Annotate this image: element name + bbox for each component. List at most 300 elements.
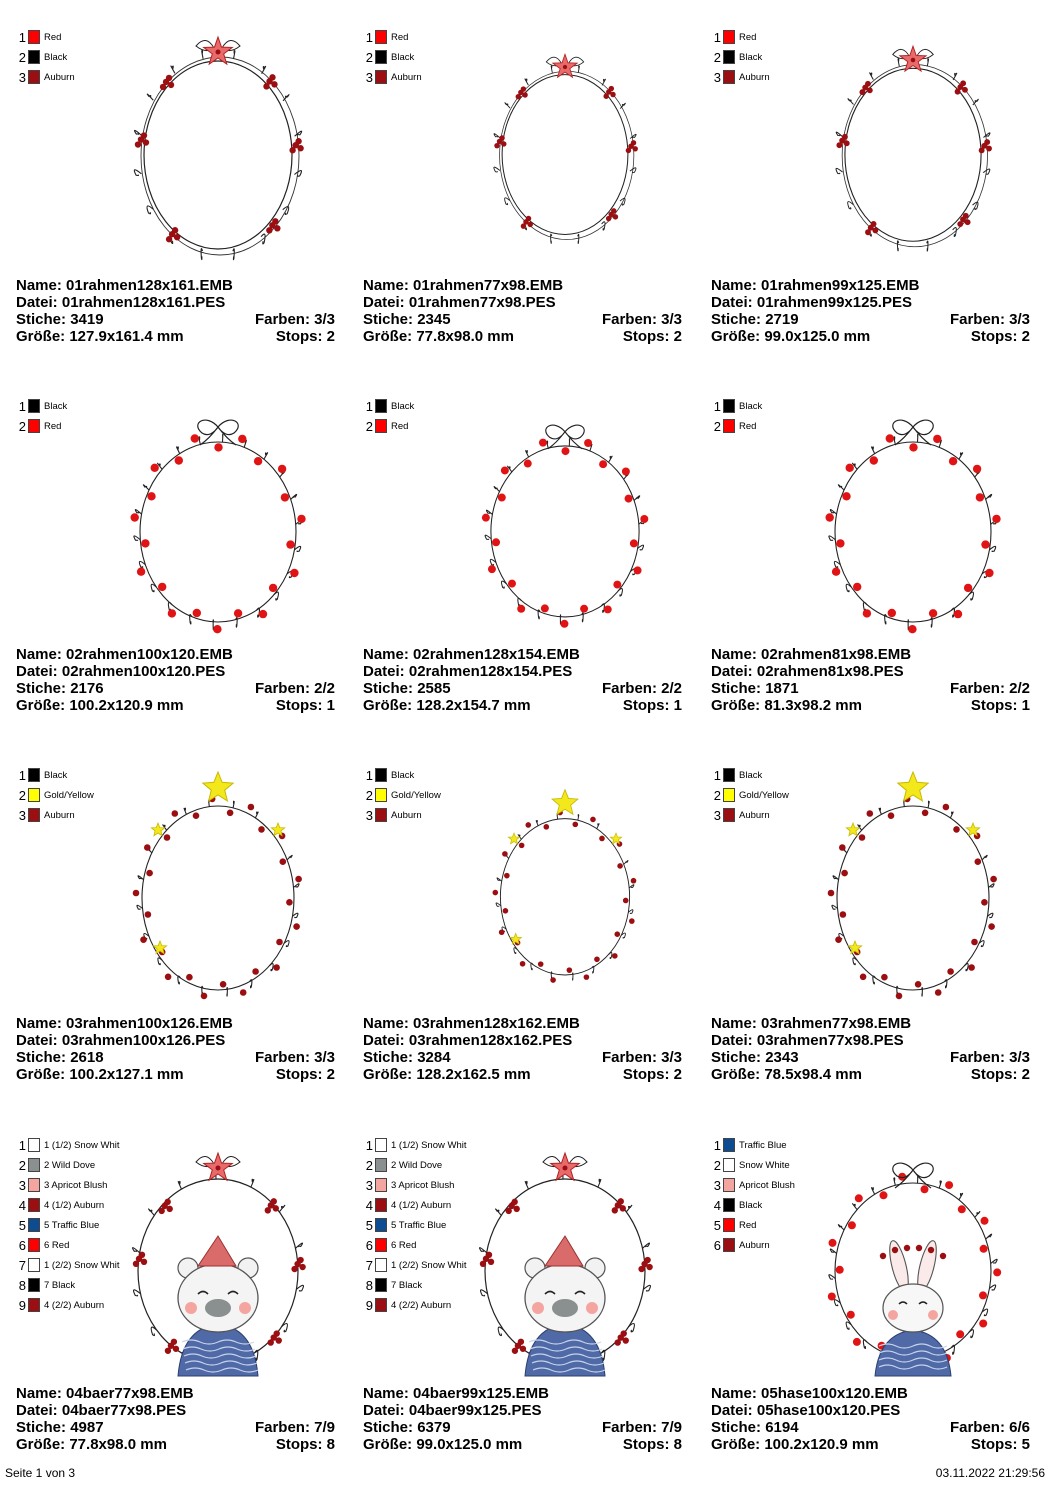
design-card xyxy=(8,768,343,1137)
vine-curl xyxy=(853,1204,858,1210)
file-label: Datei: xyxy=(363,663,405,680)
color-number: 1 xyxy=(361,31,373,45)
berry xyxy=(609,86,614,91)
design-card xyxy=(703,30,1038,399)
vine-curl xyxy=(262,66,266,73)
berry-garland xyxy=(892,1247,898,1253)
berry xyxy=(273,1205,279,1211)
file-label: Datei: xyxy=(711,1402,753,1419)
color-name: Apricot Blush xyxy=(739,1181,795,1191)
color-number: 1 xyxy=(361,400,373,414)
color-swatch xyxy=(723,1238,735,1252)
stops-count xyxy=(971,328,1030,345)
berry xyxy=(526,216,531,221)
berry xyxy=(517,605,525,613)
berry xyxy=(828,1293,836,1301)
berry xyxy=(171,1339,177,1345)
vine-curl xyxy=(969,592,974,600)
berry xyxy=(841,870,848,877)
name-label: Name: xyxy=(363,646,409,663)
stops-value: 8 xyxy=(674,1436,682,1453)
color-row xyxy=(709,1138,829,1158)
berry xyxy=(259,610,267,618)
name-label: Name: xyxy=(16,1015,62,1032)
size-line xyxy=(363,328,682,345)
bow-wreath-icon xyxy=(813,399,1013,639)
color-row xyxy=(709,30,829,50)
bear-head xyxy=(525,1264,605,1332)
vine-curl xyxy=(291,494,297,499)
color-number: 3 xyxy=(14,1179,26,1193)
party-hat xyxy=(198,1236,236,1266)
stops-value: 2 xyxy=(327,328,335,345)
color-swatch xyxy=(28,1238,40,1252)
name-line xyxy=(711,646,1030,663)
stitches-label: Stiche: xyxy=(363,311,413,328)
design-file: 03rahmen128x162.PES xyxy=(409,1032,572,1049)
vine-curl xyxy=(879,808,881,814)
berry xyxy=(867,810,874,817)
vine-curl xyxy=(137,905,143,909)
berry xyxy=(867,87,873,93)
design-card xyxy=(703,1138,1038,1507)
color-swatch xyxy=(375,768,387,782)
name-line xyxy=(363,646,682,663)
color-name: 5 Traffic Blue xyxy=(391,1221,446,1231)
berry xyxy=(248,804,255,811)
color-name: Gold/Yellow xyxy=(391,791,441,801)
berry xyxy=(269,74,275,80)
vine-curl xyxy=(135,130,142,135)
berry xyxy=(949,457,957,465)
color-name: Black xyxy=(739,402,762,412)
design-name: 03rahmen128x162.EMB xyxy=(413,1015,580,1032)
file-label: Datei: xyxy=(711,663,753,680)
name-line xyxy=(711,1385,1030,1402)
color-name: Traffic Blue xyxy=(739,1141,787,1151)
design-info xyxy=(16,277,335,345)
color-number: 1 xyxy=(14,31,26,45)
colors-value: 3/3 xyxy=(314,1049,335,1066)
color-row xyxy=(14,1238,134,1258)
vine-curl xyxy=(236,618,237,628)
color-swatch xyxy=(28,1218,40,1232)
color-row xyxy=(709,1178,829,1198)
stops-value: 2 xyxy=(1022,328,1030,345)
color-name: Black xyxy=(44,771,67,781)
stitches-line xyxy=(711,1049,1030,1066)
berry xyxy=(881,974,888,981)
color-name: Auburn xyxy=(739,73,770,83)
motif-group xyxy=(133,1153,306,1376)
colors-count xyxy=(602,1049,682,1066)
color-number: 4 xyxy=(14,1199,26,1213)
vine-curl xyxy=(536,820,538,825)
berry xyxy=(234,609,242,617)
design-name: 01rahmen128x161.EMB xyxy=(66,277,233,294)
colors-label: Farben: xyxy=(255,1419,310,1436)
berry xyxy=(160,84,166,90)
berry xyxy=(646,1264,652,1270)
berry xyxy=(166,236,172,242)
berry xyxy=(855,1194,863,1202)
name-label: Name: xyxy=(711,646,757,663)
berry xyxy=(494,143,499,148)
vine-curl xyxy=(927,59,928,67)
name-line xyxy=(16,1015,335,1032)
stitches-label: Stiche: xyxy=(711,1049,761,1066)
berry xyxy=(173,1346,179,1352)
vine-curl xyxy=(551,66,552,73)
berry xyxy=(293,923,300,930)
vine-curl xyxy=(838,1225,844,1230)
berry xyxy=(174,234,180,240)
vine-curl xyxy=(629,885,634,888)
color-swatch xyxy=(723,1178,735,1192)
bear-wreath-icon xyxy=(118,1138,318,1378)
berry xyxy=(957,221,963,227)
vine-curl xyxy=(953,73,957,80)
berry xyxy=(973,465,981,473)
berry xyxy=(133,1261,139,1267)
colors-value: 3/3 xyxy=(314,311,335,328)
berry xyxy=(518,1339,524,1345)
name-label: Name: xyxy=(711,277,757,294)
vine-curl xyxy=(497,878,502,881)
berry xyxy=(274,225,280,231)
berry xyxy=(291,1266,297,1272)
berry xyxy=(220,981,227,988)
berry xyxy=(618,1198,624,1204)
berry xyxy=(981,899,988,906)
color-swatch xyxy=(375,1258,387,1272)
vine-curl xyxy=(496,903,501,906)
design-size: 77.8x98.0 mm xyxy=(69,1436,167,1453)
color-name: Auburn xyxy=(391,811,422,821)
colors-label: Farben: xyxy=(602,680,657,697)
color-name: Black xyxy=(739,53,762,63)
berry xyxy=(617,863,623,869)
color-palette xyxy=(361,768,481,828)
berry xyxy=(541,604,549,612)
berry xyxy=(953,826,960,833)
color-swatch xyxy=(375,1138,387,1152)
berry xyxy=(254,457,262,465)
design-size: 99.0x125.0 mm xyxy=(416,1436,522,1453)
stitch-count: 4987 xyxy=(70,1419,103,1436)
motif-group xyxy=(494,54,638,243)
berry xyxy=(193,609,201,617)
file-line xyxy=(16,663,335,680)
berry xyxy=(543,824,549,830)
berry xyxy=(612,953,618,959)
stitch-count: 6379 xyxy=(417,1419,450,1436)
color-swatch xyxy=(28,70,40,84)
vine-curl xyxy=(279,1205,285,1212)
color-swatch xyxy=(723,1158,735,1172)
vine-curl xyxy=(171,66,175,73)
size-line xyxy=(363,1436,682,1453)
colors-label: Farben: xyxy=(950,680,1005,697)
berry xyxy=(271,1198,277,1204)
size-label: Größe: xyxy=(711,1436,760,1453)
flower-center xyxy=(216,50,221,55)
bow-wreath-icon xyxy=(118,399,318,639)
color-number: 3 xyxy=(709,1179,721,1193)
berry xyxy=(880,1191,888,1199)
berry xyxy=(511,1199,517,1205)
color-row xyxy=(14,1198,134,1218)
berry xyxy=(865,229,871,235)
design-card xyxy=(355,1138,690,1507)
colors-count xyxy=(255,680,335,697)
color-name: 1 (1/2) Snow Whit xyxy=(391,1141,467,1151)
vine-curl xyxy=(147,94,153,100)
color-name: Black xyxy=(391,53,414,63)
berry xyxy=(943,804,950,811)
berry xyxy=(870,456,878,464)
design-info xyxy=(363,277,682,345)
berry xyxy=(954,610,962,618)
berry xyxy=(286,899,293,906)
stops-value: 5 xyxy=(1022,1436,1030,1453)
berry xyxy=(621,1330,627,1336)
vine-curl xyxy=(975,1212,980,1218)
berry xyxy=(603,93,608,98)
color-row xyxy=(14,1278,134,1298)
berry xyxy=(281,493,289,501)
colors-count xyxy=(255,1419,335,1436)
wreath-outline xyxy=(837,806,989,990)
colors-label: Farben: xyxy=(255,680,310,697)
stitch-count: 3419 xyxy=(70,311,103,328)
design-info xyxy=(363,1385,682,1453)
color-name: Black xyxy=(739,771,762,781)
vine-curl xyxy=(133,1248,140,1253)
berry xyxy=(979,1291,987,1299)
color-palette xyxy=(14,30,134,90)
color-swatch xyxy=(723,50,735,64)
berry-garland xyxy=(940,1253,946,1259)
berry xyxy=(945,1181,953,1189)
size-line xyxy=(363,697,682,714)
berry xyxy=(492,538,500,546)
design-info xyxy=(363,1015,682,1083)
color-number: 1 xyxy=(361,769,373,783)
color-name: 5 Traffic Blue xyxy=(44,1221,99,1231)
vine-curl xyxy=(626,1205,632,1212)
stitches-line xyxy=(16,311,335,328)
berry xyxy=(980,1245,988,1253)
berry xyxy=(158,1208,164,1214)
color-swatch xyxy=(723,70,735,84)
vine-curl xyxy=(494,134,500,138)
stops-label: Stops: xyxy=(971,1436,1018,1453)
stops-count xyxy=(623,697,682,714)
file-label: Datei: xyxy=(16,1032,58,1049)
design-info xyxy=(711,1385,1030,1453)
motif-group xyxy=(133,772,302,999)
color-number: 1 xyxy=(709,769,721,783)
vine-curl xyxy=(184,808,186,814)
stitch-count: 2719 xyxy=(765,311,798,328)
berry xyxy=(990,876,997,883)
colors-count xyxy=(950,1049,1030,1066)
berry xyxy=(521,223,526,228)
colors-label: Farben: xyxy=(255,311,310,328)
design-info xyxy=(711,277,1030,345)
color-name: 1 (2/2) Snow Whit xyxy=(44,1261,120,1271)
vine-curl xyxy=(250,980,252,988)
color-palette xyxy=(14,1138,134,1318)
color-name: Auburn xyxy=(44,73,75,83)
bow xyxy=(893,420,934,445)
berry xyxy=(971,939,978,946)
stops-label: Stops: xyxy=(971,697,1018,714)
color-row xyxy=(361,788,481,808)
name-label: Name: xyxy=(16,1385,62,1402)
bear-muzzle xyxy=(205,1299,231,1317)
color-name: Red xyxy=(739,422,756,432)
berry xyxy=(299,1264,305,1270)
vine-curl xyxy=(836,168,843,173)
color-number: 2 xyxy=(14,789,26,803)
colors-label: Farben: xyxy=(602,1049,657,1066)
berry xyxy=(135,141,141,147)
berry xyxy=(151,464,159,472)
stops-value: 2 xyxy=(327,1066,335,1083)
stitches-line xyxy=(16,1049,335,1066)
color-palette xyxy=(709,30,829,90)
color-palette xyxy=(361,1138,481,1318)
name-label: Name: xyxy=(16,646,62,663)
color-name: 4 (2/2) Auburn xyxy=(44,1301,104,1311)
berry xyxy=(606,216,611,221)
colors-count xyxy=(950,311,1030,328)
colors-label: Farben: xyxy=(602,311,657,328)
berry xyxy=(488,565,496,573)
design-name: 02rahmen81x98.EMB xyxy=(761,646,911,663)
bear-cheek xyxy=(185,1302,197,1314)
color-palette xyxy=(709,768,829,828)
color-row xyxy=(361,70,481,90)
size-label: Größe: xyxy=(711,1066,760,1083)
berry xyxy=(276,1337,282,1343)
berry xyxy=(499,929,505,935)
berry xyxy=(614,931,620,937)
bunny-cheek xyxy=(928,1310,938,1320)
colors-value: 3/3 xyxy=(661,311,682,328)
color-swatch xyxy=(28,30,40,44)
colors-value: 3/3 xyxy=(661,1049,682,1066)
berry xyxy=(191,434,199,442)
design-size: 77.8x98.0 mm xyxy=(416,328,514,345)
berry xyxy=(492,890,498,896)
stitch-count: 2618 xyxy=(70,1049,103,1066)
color-number: 5 xyxy=(14,1219,26,1233)
color-swatch xyxy=(28,399,40,413)
vine-curl xyxy=(609,456,613,462)
color-row xyxy=(14,788,134,808)
berry xyxy=(929,609,937,617)
stops-label: Stops: xyxy=(623,328,670,345)
vine-curl xyxy=(964,964,968,971)
file-line xyxy=(711,1402,1030,1419)
color-name: 6 Red xyxy=(391,1241,416,1251)
vine-curl xyxy=(848,99,854,105)
floral-wreath-icon xyxy=(813,30,1013,270)
bow xyxy=(198,420,239,445)
vine-curl xyxy=(624,861,628,865)
color-number: 2 xyxy=(14,51,26,65)
bunny-wreath-icon xyxy=(813,1138,1013,1378)
vine-curl xyxy=(618,589,622,597)
color-number: 2 xyxy=(709,51,721,65)
color-row xyxy=(14,1138,134,1158)
vine-curl xyxy=(830,1249,836,1254)
berry xyxy=(859,89,865,95)
color-swatch xyxy=(723,808,735,822)
color-number: 1 xyxy=(709,1139,721,1153)
vine-curl xyxy=(982,855,987,859)
wreath-outline xyxy=(491,446,639,617)
color-swatch xyxy=(375,1158,387,1172)
motif-group xyxy=(828,772,997,999)
vine-curl xyxy=(233,801,234,808)
color-number: 2 xyxy=(361,789,373,803)
color-swatch xyxy=(28,768,40,782)
bear-head xyxy=(178,1264,258,1332)
color-swatch xyxy=(375,1238,387,1252)
berry xyxy=(623,898,629,904)
design-file: 02rahmen81x98.PES xyxy=(757,663,904,680)
vine-curl xyxy=(959,453,963,459)
floral-wreath-icon xyxy=(118,30,318,270)
bunny-head xyxy=(883,1284,943,1332)
berry xyxy=(166,75,172,81)
color-number: 3 xyxy=(709,71,721,85)
berry xyxy=(147,492,155,500)
color-row xyxy=(361,399,481,419)
color-name: Black xyxy=(391,771,414,781)
berry xyxy=(979,1320,987,1328)
color-swatch xyxy=(28,419,40,433)
color-number: 2 xyxy=(361,1159,373,1173)
color-swatch xyxy=(375,1218,387,1232)
color-row xyxy=(361,1238,481,1258)
vine-curl xyxy=(294,884,300,888)
berry xyxy=(214,443,222,451)
berry xyxy=(956,1330,964,1338)
berry xyxy=(840,911,847,918)
berry xyxy=(640,515,648,523)
berry xyxy=(488,1259,494,1265)
berry xyxy=(908,625,916,633)
berry xyxy=(584,439,592,447)
flower-center xyxy=(563,65,567,69)
color-name: 2 Wild Dove xyxy=(44,1161,95,1171)
color-row xyxy=(709,70,829,90)
color-name: Auburn xyxy=(739,811,770,821)
color-name: Red xyxy=(739,1221,756,1231)
berry xyxy=(846,464,854,472)
vine-curl xyxy=(202,50,203,58)
berry xyxy=(501,141,506,146)
berry-garland xyxy=(880,1253,886,1259)
berry xyxy=(499,135,504,140)
bear-cheek xyxy=(532,1302,544,1314)
berry xyxy=(165,974,172,981)
